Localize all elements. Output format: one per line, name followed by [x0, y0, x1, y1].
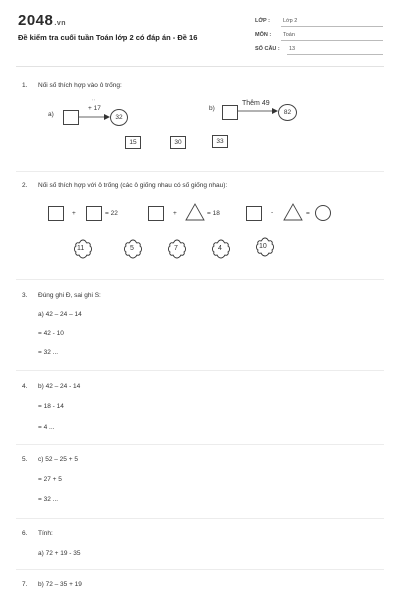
expression-line: = 32 ...: [38, 496, 59, 503]
flower-4[interactable]: 4: [210, 238, 232, 260]
expression-line: a) 42 – 24 – 14: [38, 311, 82, 318]
plus-sign: +: [173, 210, 177, 217]
result-circle-a: 32: [110, 109, 128, 126]
question-number: 4.: [22, 383, 28, 390]
question-number: 6.: [22, 530, 28, 537]
minus-sign: -: [271, 209, 274, 216]
question-number: 2.: [22, 182, 28, 189]
result-circle-b: 82: [278, 104, 297, 121]
equation-2-result: = 18: [207, 210, 220, 217]
document-title: Đề kiểm tra cuối tuần Toán lớp 2 có đáp án - Đề 16: [18, 33, 198, 42]
flower-7[interactable]: 7: [166, 238, 188, 260]
expression-line: = 18 - 14: [38, 403, 64, 410]
expression-line: = 42 - 10: [38, 330, 64, 337]
site-logo[interactable]: 2048.vn: [18, 12, 66, 29]
meta-subject: MÔN : Toán: [255, 28, 383, 42]
question-number: 7.: [22, 581, 28, 588]
question-prompt: Tính:: [38, 530, 53, 537]
question-number: 5.: [22, 456, 28, 463]
part-a-label: a): [48, 111, 54, 118]
meta-question-count: SỐ CÂU : 13: [255, 42, 383, 56]
choice-box-30[interactable]: 30: [170, 136, 186, 149]
equation-1-result: = 22: [105, 210, 118, 217]
choice-box-33[interactable]: 33: [212, 135, 228, 148]
expression-line: b) 42 – 24 - 14: [38, 383, 81, 390]
flower-11[interactable]: 11: [72, 238, 94, 260]
choice-box-15[interactable]: 15: [125, 136, 141, 149]
expression-line: = 32 ...: [38, 349, 59, 356]
operation-label-b: Thêm 49: [242, 100, 270, 107]
question-number: 1.: [22, 82, 28, 89]
equation-3-equals: =: [306, 210, 310, 217]
tick-marks: ' ': [92, 98, 95, 103]
expression-line: = 27 + 5: [38, 476, 62, 483]
question-prompt: Đúng ghi Đ, sai ghi S:: [38, 292, 101, 299]
flower-5[interactable]: 5: [122, 238, 144, 260]
operation-label-a: + 17: [88, 105, 101, 112]
plus-sign: +: [72, 210, 76, 217]
expression-line: = 4 ...: [38, 424, 55, 431]
part-b-label: b): [209, 105, 215, 112]
expression-line: b) 72 – 35 + 19: [38, 581, 82, 588]
question-prompt: Nối số thích hợp với ô trống (các ô giống nhau có số giống nhau):: [38, 182, 228, 189]
meta-class: LỚP : Lớp 2: [255, 14, 383, 28]
expression-line: c) 52 – 25 + 5: [38, 456, 78, 463]
expression-line: a) 72 + 19 - 35: [38, 550, 81, 557]
question-prompt: Nối số thích hợp vào ô trống:: [38, 82, 122, 89]
question-number: 3.: [22, 292, 28, 299]
flower-10[interactable]: 10: [254, 236, 276, 258]
